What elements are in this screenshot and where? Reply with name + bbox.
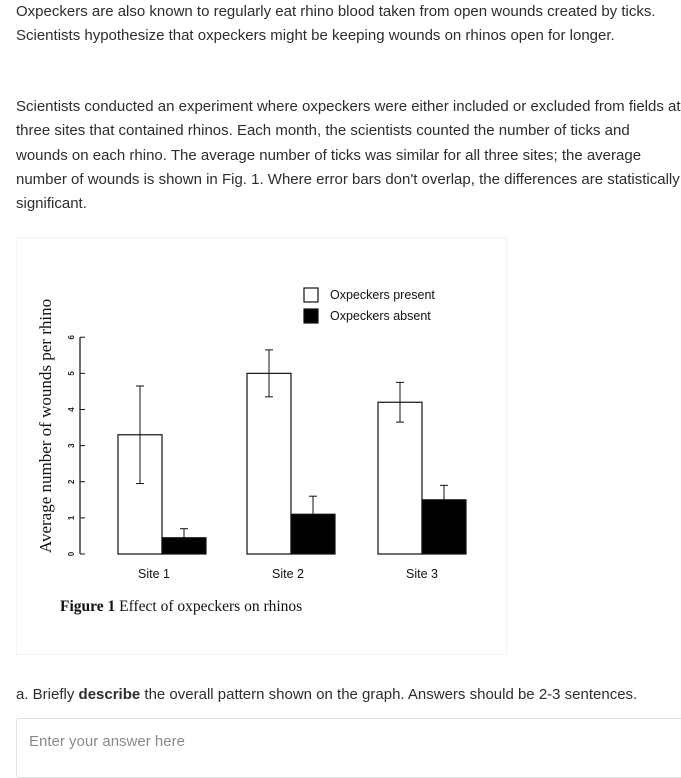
question-prefix: a. Briefly: [16, 686, 79, 703]
question-prompt: [16, 686, 637, 703]
y-tick-label: 2: [67, 479, 76, 484]
bar: [291, 514, 335, 554]
figure-caption-text: Effect of oxpeckers on rhinos: [115, 598, 303, 615]
question-keyword: describe: [78, 686, 141, 703]
y-axis-label: Average number of wounds per rhino: [36, 298, 55, 554]
bar: [247, 373, 291, 554]
bar: [162, 538, 206, 554]
legend-swatch: [304, 288, 318, 302]
y-tick-label: 3: [67, 443, 76, 448]
y-tick-label: 6: [67, 334, 76, 340]
legend-swatch: [304, 309, 318, 323]
bar-chart: [17, 238, 506, 654]
intro-paragraph-1: Oxpeckers are also known to regularly eat rhino blood taken from open wounds created by ticks. Scientists hypothesize that oxpeckers might be keeping wounds on rhinos open for longer.: [16, 3, 656, 45]
x-tick-label: Site 1: [138, 567, 170, 581]
y-tick-label: 1: [67, 515, 76, 521]
figure-panel: [17, 238, 506, 654]
figure-caption: [60, 598, 302, 616]
intro-paragraph-2: Scientists conducted an experiment where oxpeckers were either included or excluded from fields at three sites that contained rhinos. Each month, the scientists counted the number of ticks and wounds on each rhino. The average number of ticks was similar for all three sites; the average number of wounds is shown in Fig. 1. Where error bars don't overlap, the differences are statistically significant.: [16, 98, 681, 213]
figure-caption-number: Figure 1: [60, 598, 116, 615]
y-tick-label: 5: [67, 371, 76, 376]
y-tick-label: 0: [67, 551, 76, 557]
y-tick-label: 4: [67, 407, 76, 412]
x-tick-label: Site 3: [406, 567, 438, 581]
question-suffix: the overall pattern shown on the graph. Answers should be 2-3 sentences.: [140, 686, 638, 703]
bar: [378, 402, 422, 554]
x-tick-label: Site 2: [272, 567, 304, 581]
bar: [422, 500, 466, 554]
legend-label: Oxpeckers present: [330, 288, 435, 302]
legend-label: Oxpeckers absent: [330, 309, 431, 323]
answer-input[interactable]: [16, 718, 681, 778]
